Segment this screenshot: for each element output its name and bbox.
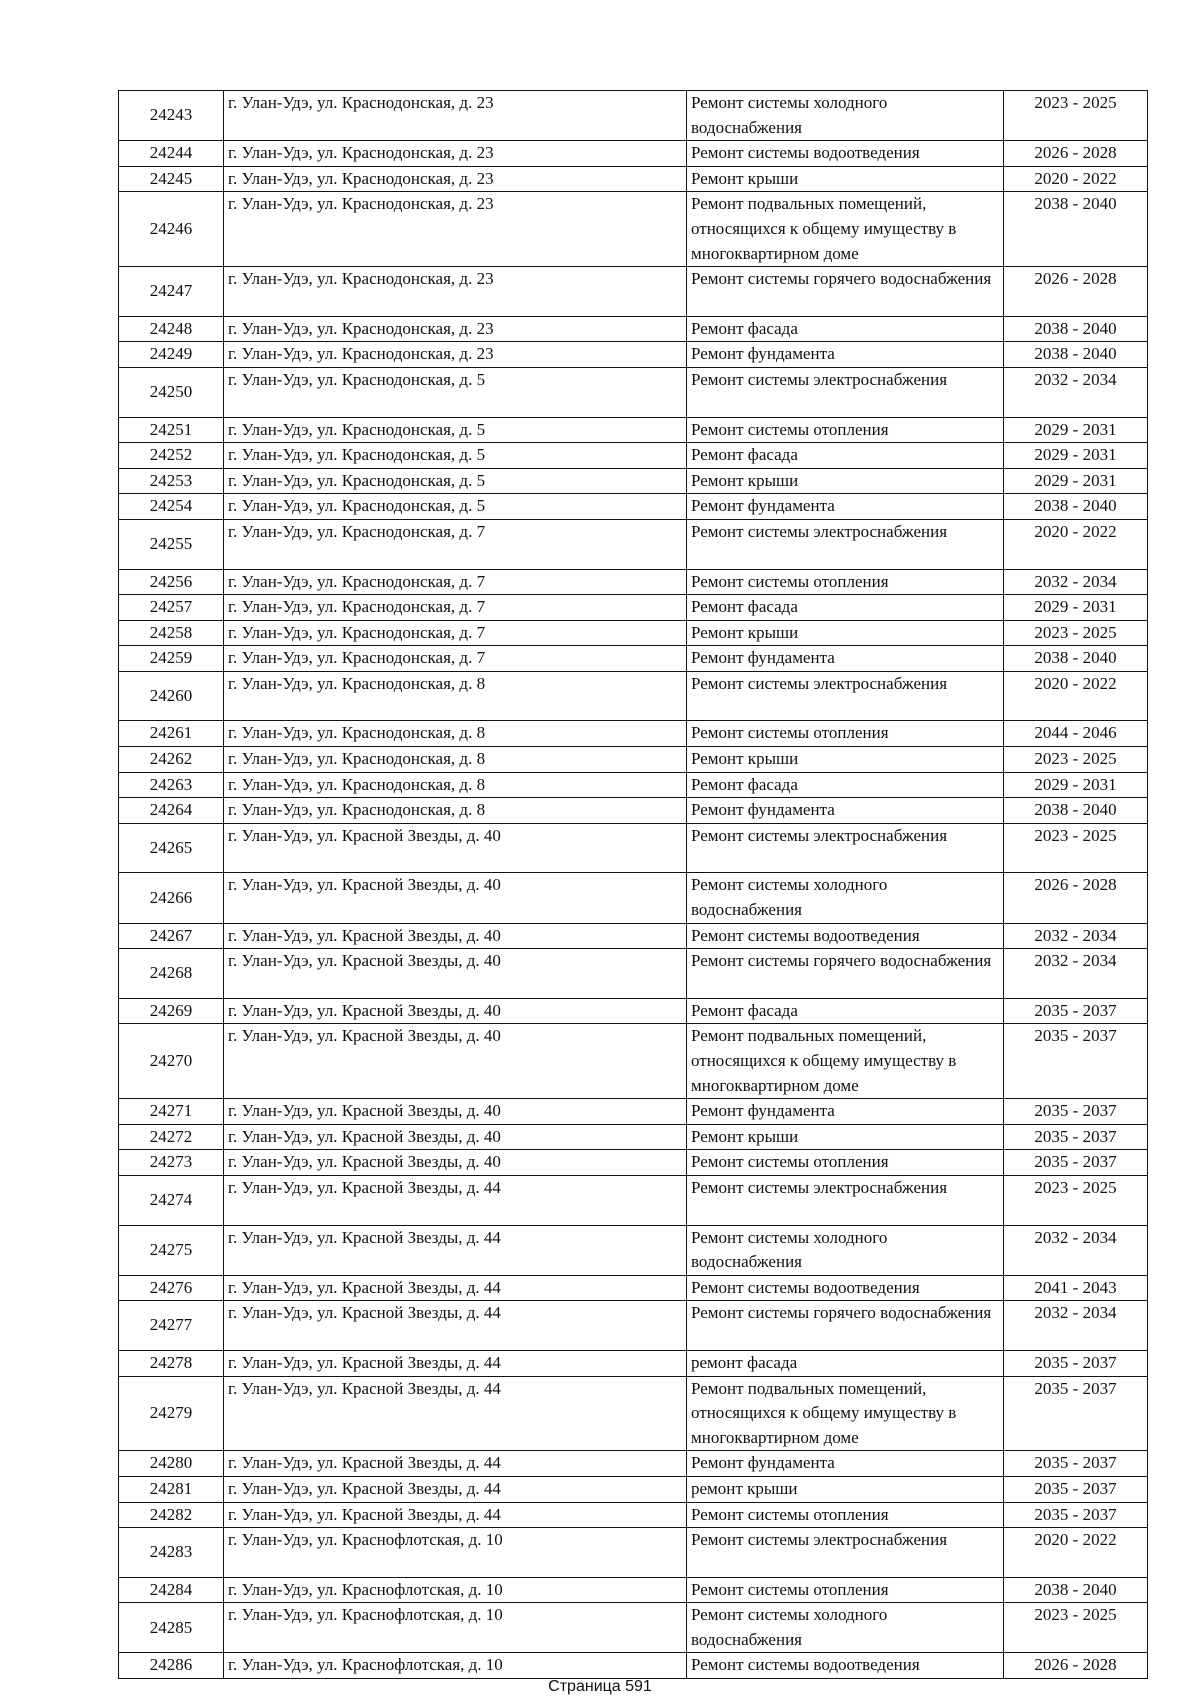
row-number: 24250 <box>119 367 224 417</box>
table-row <box>119 316 1148 342</box>
address-cell: г. Улан-Удэ, ул. Краснодонская, д. 23 <box>224 316 687 342</box>
row-number: 24260 <box>119 671 224 721</box>
address-cell: г. Улан-Удэ, ул. Красной Звезды, д. 44 <box>224 1502 687 1528</box>
row-number: 24267 <box>119 923 224 949</box>
row-number: 24259 <box>119 646 224 672</box>
period-cell: 2023 - 2025 <box>1004 91 1148 141</box>
table-row <box>119 1502 1148 1528</box>
table-row <box>119 620 1148 646</box>
period-cell: 2035 - 2037 <box>1004 1150 1148 1176</box>
table-row <box>119 1376 1148 1451</box>
address-cell: г. Улан-Удэ, ул. Краснодонская, д. 23 <box>224 141 687 167</box>
table-row <box>119 823 1148 873</box>
table-row <box>119 494 1148 520</box>
row-number: 24279 <box>119 1376 224 1451</box>
address-cell: г. Улан-Удэ, ул. Краснодонская, д. 23 <box>224 192 687 267</box>
table-row <box>119 873 1148 923</box>
address-cell: г. Улан-Удэ, ул. Красной Звезды, д. 40 <box>224 949 687 999</box>
work-type-cell: Ремонт системы водоотведения <box>687 141 1004 167</box>
period-cell: 2032 - 2034 <box>1004 923 1148 949</box>
address-cell: г. Улан-Удэ, ул. Краснодонская, д. 7 <box>224 620 687 646</box>
address-cell: г. Улан-Удэ, ул. Краснодонская, д. 5 <box>224 494 687 520</box>
period-cell: 2038 - 2040 <box>1004 494 1148 520</box>
work-type-cell: Ремонт фасада <box>687 316 1004 342</box>
works-table <box>118 90 1148 1679</box>
address-cell: г. Улан-Удэ, ул. Краснодонская, д. 23 <box>224 342 687 368</box>
row-number: 24257 <box>119 595 224 621</box>
period-cell: 2035 - 2037 <box>1004 1376 1148 1451</box>
table-row <box>119 646 1148 672</box>
period-cell: 2038 - 2040 <box>1004 316 1148 342</box>
table-row <box>119 1275 1148 1301</box>
period-cell: 2029 - 2031 <box>1004 595 1148 621</box>
table-row <box>119 1653 1148 1679</box>
row-number: 24251 <box>119 417 224 443</box>
period-cell: 2020 - 2022 <box>1004 519 1148 569</box>
address-cell: г. Улан-Удэ, ул. Красной Звезды, д. 44 <box>224 1175 687 1225</box>
table-row <box>119 519 1148 569</box>
table-row <box>119 998 1148 1024</box>
work-type-cell: Ремонт системы отопления <box>687 569 1004 595</box>
works-table-body <box>119 91 1148 1679</box>
work-type-cell: Ремонт фасада <box>687 443 1004 469</box>
row-number: 24276 <box>119 1275 224 1301</box>
row-number: 24252 <box>119 443 224 469</box>
period-cell: 2035 - 2037 <box>1004 1099 1148 1125</box>
address-cell: г. Улан-Удэ, ул. Краснодонская, д. 7 <box>224 519 687 569</box>
row-number: 24278 <box>119 1350 224 1376</box>
row-number: 24268 <box>119 949 224 999</box>
row-number: 24265 <box>119 823 224 873</box>
work-type-cell: Ремонт системы горячего водоснабжения <box>687 267 1004 317</box>
row-number: 24281 <box>119 1476 224 1502</box>
work-type-cell: ремонт фасада <box>687 1350 1004 1376</box>
work-type-cell: Ремонт системы электроснабжения <box>687 519 1004 569</box>
table-row <box>119 443 1148 469</box>
table-row <box>119 1225 1148 1275</box>
address-cell: г. Улан-Удэ, ул. Краснофлотская, д. 10 <box>224 1528 687 1578</box>
address-cell: г. Улан-Удэ, ул. Красной Звезды, д. 40 <box>224 1024 687 1099</box>
address-cell: г. Улан-Удэ, ул. Краснодонская, д. 23 <box>224 267 687 317</box>
address-cell: г. Улан-Удэ, ул. Красной Звезды, д. 40 <box>224 923 687 949</box>
table-row <box>119 747 1148 773</box>
work-type-cell: Ремонт фундамента <box>687 494 1004 520</box>
work-type-cell: Ремонт системы отопления <box>687 417 1004 443</box>
address-cell: г. Улан-Удэ, ул. Красной Звезды, д. 44 <box>224 1225 687 1275</box>
address-cell: г. Улан-Удэ, ул. Краснодонская, д. 8 <box>224 671 687 721</box>
table-row <box>119 798 1148 824</box>
address-cell: г. Улан-Удэ, ул. Краснодонская, д. 23 <box>224 166 687 192</box>
address-cell: г. Улан-Удэ, ул. Краснофлотская, д. 10 <box>224 1653 687 1679</box>
work-type-cell: Ремонт фундамента <box>687 1451 1004 1477</box>
period-cell: 2038 - 2040 <box>1004 342 1148 368</box>
address-cell: г. Улан-Удэ, ул. Краснодонская, д. 5 <box>224 417 687 443</box>
row-number: 24243 <box>119 91 224 141</box>
row-number: 24256 <box>119 569 224 595</box>
address-cell: г. Улан-Удэ, ул. Красной Звезды, д. 40 <box>224 1099 687 1125</box>
row-number: 24274 <box>119 1175 224 1225</box>
period-cell: 2026 - 2028 <box>1004 1653 1148 1679</box>
period-cell: 2029 - 2031 <box>1004 772 1148 798</box>
work-type-cell: Ремонт системы водоотведения <box>687 1653 1004 1679</box>
period-cell: 2041 - 2043 <box>1004 1275 1148 1301</box>
period-cell: 2038 - 2040 <box>1004 1577 1148 1603</box>
work-type-cell: Ремонт системы электроснабжения <box>687 1175 1004 1225</box>
row-number: 24263 <box>119 772 224 798</box>
address-cell: г. Улан-Удэ, ул. Краснодонская, д. 8 <box>224 772 687 798</box>
row-number: 24266 <box>119 873 224 923</box>
work-type-cell: Ремонт подвальных помещений, относящихся к общему имуществу в многоквартирном доме <box>687 192 1004 267</box>
work-type-cell: Ремонт фундамента <box>687 342 1004 368</box>
work-type-cell: Ремонт фасада <box>687 772 1004 798</box>
table-row <box>119 1024 1148 1099</box>
period-cell: 2020 - 2022 <box>1004 1528 1148 1578</box>
table-row <box>119 1350 1148 1376</box>
row-number: 24285 <box>119 1603 224 1653</box>
table-row <box>119 1175 1148 1225</box>
period-cell: 2035 - 2037 <box>1004 998 1148 1024</box>
address-cell: г. Улан-Удэ, ул. Краснодонская, д. 5 <box>224 468 687 494</box>
period-cell: 2029 - 2031 <box>1004 468 1148 494</box>
period-cell: 2035 - 2037 <box>1004 1502 1148 1528</box>
table-row <box>119 91 1148 141</box>
work-type-cell: Ремонт крыши <box>687 166 1004 192</box>
address-cell: г. Улан-Удэ, ул. Красной Звезды, д. 44 <box>224 1275 687 1301</box>
work-type-cell: Ремонт фундамента <box>687 798 1004 824</box>
address-cell: г. Улан-Удэ, ул. Краснофлотская, д. 10 <box>224 1577 687 1603</box>
work-type-cell: Ремонт системы холодного водоснабжения <box>687 873 1004 923</box>
row-number: 24272 <box>119 1124 224 1150</box>
work-type-cell: ремонт крыши <box>687 1476 1004 1502</box>
period-cell: 2038 - 2040 <box>1004 192 1148 267</box>
table-row <box>119 595 1148 621</box>
table-row <box>119 1528 1148 1578</box>
table-row <box>119 192 1148 267</box>
table-row <box>119 671 1148 721</box>
work-type-cell: Ремонт системы отопления <box>687 1150 1004 1176</box>
work-type-cell: Ремонт фундамента <box>687 646 1004 672</box>
period-cell: 2032 - 2034 <box>1004 949 1148 999</box>
work-type-cell: Ремонт крыши <box>687 747 1004 773</box>
work-type-cell: Ремонт системы горячего водоснабжения <box>687 1301 1004 1351</box>
address-cell: г. Улан-Удэ, ул. Красной Звезды, д. 44 <box>224 1301 687 1351</box>
work-type-cell: Ремонт системы электроснабжения <box>687 823 1004 873</box>
address-cell: г. Улан-Удэ, ул. Красной Звезды, д. 40 <box>224 1124 687 1150</box>
address-cell: г. Улан-Удэ, ул. Красной Звезды, д. 40 <box>224 823 687 873</box>
table-row <box>119 1099 1148 1125</box>
period-cell: 2029 - 2031 <box>1004 417 1148 443</box>
period-cell: 2023 - 2025 <box>1004 620 1148 646</box>
table-row <box>119 367 1148 417</box>
period-cell: 2023 - 2025 <box>1004 1603 1148 1653</box>
work-type-cell: Ремонт фундамента <box>687 1099 1004 1125</box>
table-row <box>119 417 1148 443</box>
row-number: 24269 <box>119 998 224 1024</box>
address-cell: г. Улан-Удэ, ул. Красной Звезды, д. 40 <box>224 998 687 1024</box>
address-cell: г. Улан-Удэ, ул. Краснофлотская, д. 10 <box>224 1603 687 1653</box>
row-number: 24253 <box>119 468 224 494</box>
row-number: 24244 <box>119 141 224 167</box>
work-type-cell: Ремонт системы холодного водоснабжения <box>687 1225 1004 1275</box>
period-cell: 2023 - 2025 <box>1004 1175 1148 1225</box>
address-cell: г. Улан-Удэ, ул. Краснодонская, д. 7 <box>224 646 687 672</box>
row-number: 24248 <box>119 316 224 342</box>
table-row <box>119 949 1148 999</box>
address-cell: г. Улан-Удэ, ул. Краснодонская, д. 23 <box>224 91 687 141</box>
work-type-cell: Ремонт подвальных помещений, относящихся к общему имуществу в многоквартирном доме <box>687 1376 1004 1451</box>
period-cell: 2038 - 2040 <box>1004 798 1148 824</box>
address-cell: г. Улан-Удэ, ул. Красной Звезды, д. 44 <box>224 1451 687 1477</box>
period-cell: 2044 - 2046 <box>1004 721 1148 747</box>
table-row <box>119 1476 1148 1502</box>
row-number: 24273 <box>119 1150 224 1176</box>
row-number: 24254 <box>119 494 224 520</box>
period-cell: 2029 - 2031 <box>1004 443 1148 469</box>
work-type-cell: Ремонт системы холодного водоснабжения <box>687 1603 1004 1653</box>
period-cell: 2032 - 2034 <box>1004 367 1148 417</box>
work-type-cell: Ремонт крыши <box>687 1124 1004 1150</box>
page-number: Страница 591 <box>548 1678 652 1695</box>
work-type-cell: Ремонт системы отопления <box>687 1502 1004 1528</box>
address-cell: г. Улан-Удэ, ул. Краснодонская, д. 7 <box>224 595 687 621</box>
address-cell: г. Улан-Удэ, ул. Краснодонская, д. 7 <box>224 569 687 595</box>
table-row <box>119 1301 1148 1351</box>
table-row <box>119 721 1148 747</box>
table-row <box>119 1451 1148 1477</box>
row-number: 24245 <box>119 166 224 192</box>
work-type-cell: Ремонт системы электроснабжения <box>687 1528 1004 1578</box>
row-number: 24275 <box>119 1225 224 1275</box>
period-cell: 2035 - 2037 <box>1004 1451 1148 1477</box>
period-cell: 2035 - 2037 <box>1004 1350 1148 1376</box>
address-cell: г. Улан-Удэ, ул. Красной Звезды, д. 40 <box>224 1150 687 1176</box>
row-number: 24282 <box>119 1502 224 1528</box>
row-number: 24271 <box>119 1099 224 1125</box>
address-cell: г. Улан-Удэ, ул. Красной Звезды, д. 44 <box>224 1376 687 1451</box>
row-number: 24277 <box>119 1301 224 1351</box>
work-type-cell: Ремонт крыши <box>687 620 1004 646</box>
address-cell: г. Улан-Удэ, ул. Красной Звезды, д. 40 <box>224 873 687 923</box>
work-type-cell: Ремонт фасада <box>687 595 1004 621</box>
table-row <box>119 468 1148 494</box>
period-cell: 2032 - 2034 <box>1004 569 1148 595</box>
work-type-cell: Ремонт подвальных помещений, относящихся к общему имуществу в многоквартирном доме <box>687 1024 1004 1099</box>
address-cell: г. Улан-Удэ, ул. Краснодонская, д. 8 <box>224 721 687 747</box>
row-number: 24286 <box>119 1653 224 1679</box>
period-cell: 2023 - 2025 <box>1004 747 1148 773</box>
row-number: 24255 <box>119 519 224 569</box>
period-cell: 2038 - 2040 <box>1004 646 1148 672</box>
address-cell: г. Улан-Удэ, ул. Красной Звезды, д. 44 <box>224 1476 687 1502</box>
period-cell: 2026 - 2028 <box>1004 267 1148 317</box>
period-cell: 2032 - 2034 <box>1004 1301 1148 1351</box>
period-cell: 2035 - 2037 <box>1004 1476 1148 1502</box>
address-cell: г. Улан-Удэ, ул. Краснодонская, д. 5 <box>224 367 687 417</box>
work-type-cell: Ремонт фасада <box>687 998 1004 1024</box>
work-type-cell: Ремонт крыши <box>687 468 1004 494</box>
row-number: 24258 <box>119 620 224 646</box>
address-cell: г. Улан-Удэ, ул. Краснодонская, д. 5 <box>224 443 687 469</box>
period-cell: 2026 - 2028 <box>1004 141 1148 167</box>
row-number: 24249 <box>119 342 224 368</box>
table-row <box>119 1577 1148 1603</box>
period-cell: 2026 - 2028 <box>1004 873 1148 923</box>
row-number: 24270 <box>119 1024 224 1099</box>
work-type-cell: Ремонт системы отопления <box>687 1577 1004 1603</box>
table-row <box>119 166 1148 192</box>
table-row <box>119 267 1148 317</box>
table-row <box>119 1150 1148 1176</box>
work-type-cell: Ремонт системы холодного водоснабжения <box>687 91 1004 141</box>
address-cell: г. Улан-Удэ, ул. Краснодонская, д. 8 <box>224 798 687 824</box>
row-number: 24284 <box>119 1577 224 1603</box>
period-cell: 2020 - 2022 <box>1004 166 1148 192</box>
row-number: 24247 <box>119 267 224 317</box>
table-row <box>119 772 1148 798</box>
table-row <box>119 923 1148 949</box>
work-type-cell: Ремонт системы электроснабжения <box>687 671 1004 721</box>
address-cell: г. Улан-Удэ, ул. Краснодонская, д. 8 <box>224 747 687 773</box>
work-type-cell: Ремонт системы горячего водоснабжения <box>687 949 1004 999</box>
period-cell: 2032 - 2034 <box>1004 1225 1148 1275</box>
row-number: 24246 <box>119 192 224 267</box>
table-row <box>119 569 1148 595</box>
period-cell: 2023 - 2025 <box>1004 823 1148 873</box>
row-number: 24280 <box>119 1451 224 1477</box>
row-number: 24283 <box>119 1528 224 1578</box>
period-cell: 2020 - 2022 <box>1004 671 1148 721</box>
row-number: 24262 <box>119 747 224 773</box>
work-type-cell: Ремонт системы отопления <box>687 721 1004 747</box>
work-type-cell: Ремонт системы электроснабжения <box>687 367 1004 417</box>
table-row <box>119 141 1148 167</box>
work-type-cell: Ремонт системы водоотведения <box>687 1275 1004 1301</box>
period-cell: 2035 - 2037 <box>1004 1124 1148 1150</box>
work-type-cell: Ремонт системы водоотведения <box>687 923 1004 949</box>
table-row <box>119 1124 1148 1150</box>
table-row <box>119 1603 1148 1653</box>
row-number: 24261 <box>119 721 224 747</box>
table-row <box>119 342 1148 368</box>
row-number: 24264 <box>119 798 224 824</box>
period-cell: 2035 - 2037 <box>1004 1024 1148 1099</box>
address-cell: г. Улан-Удэ, ул. Красной Звезды, д. 44 <box>224 1350 687 1376</box>
